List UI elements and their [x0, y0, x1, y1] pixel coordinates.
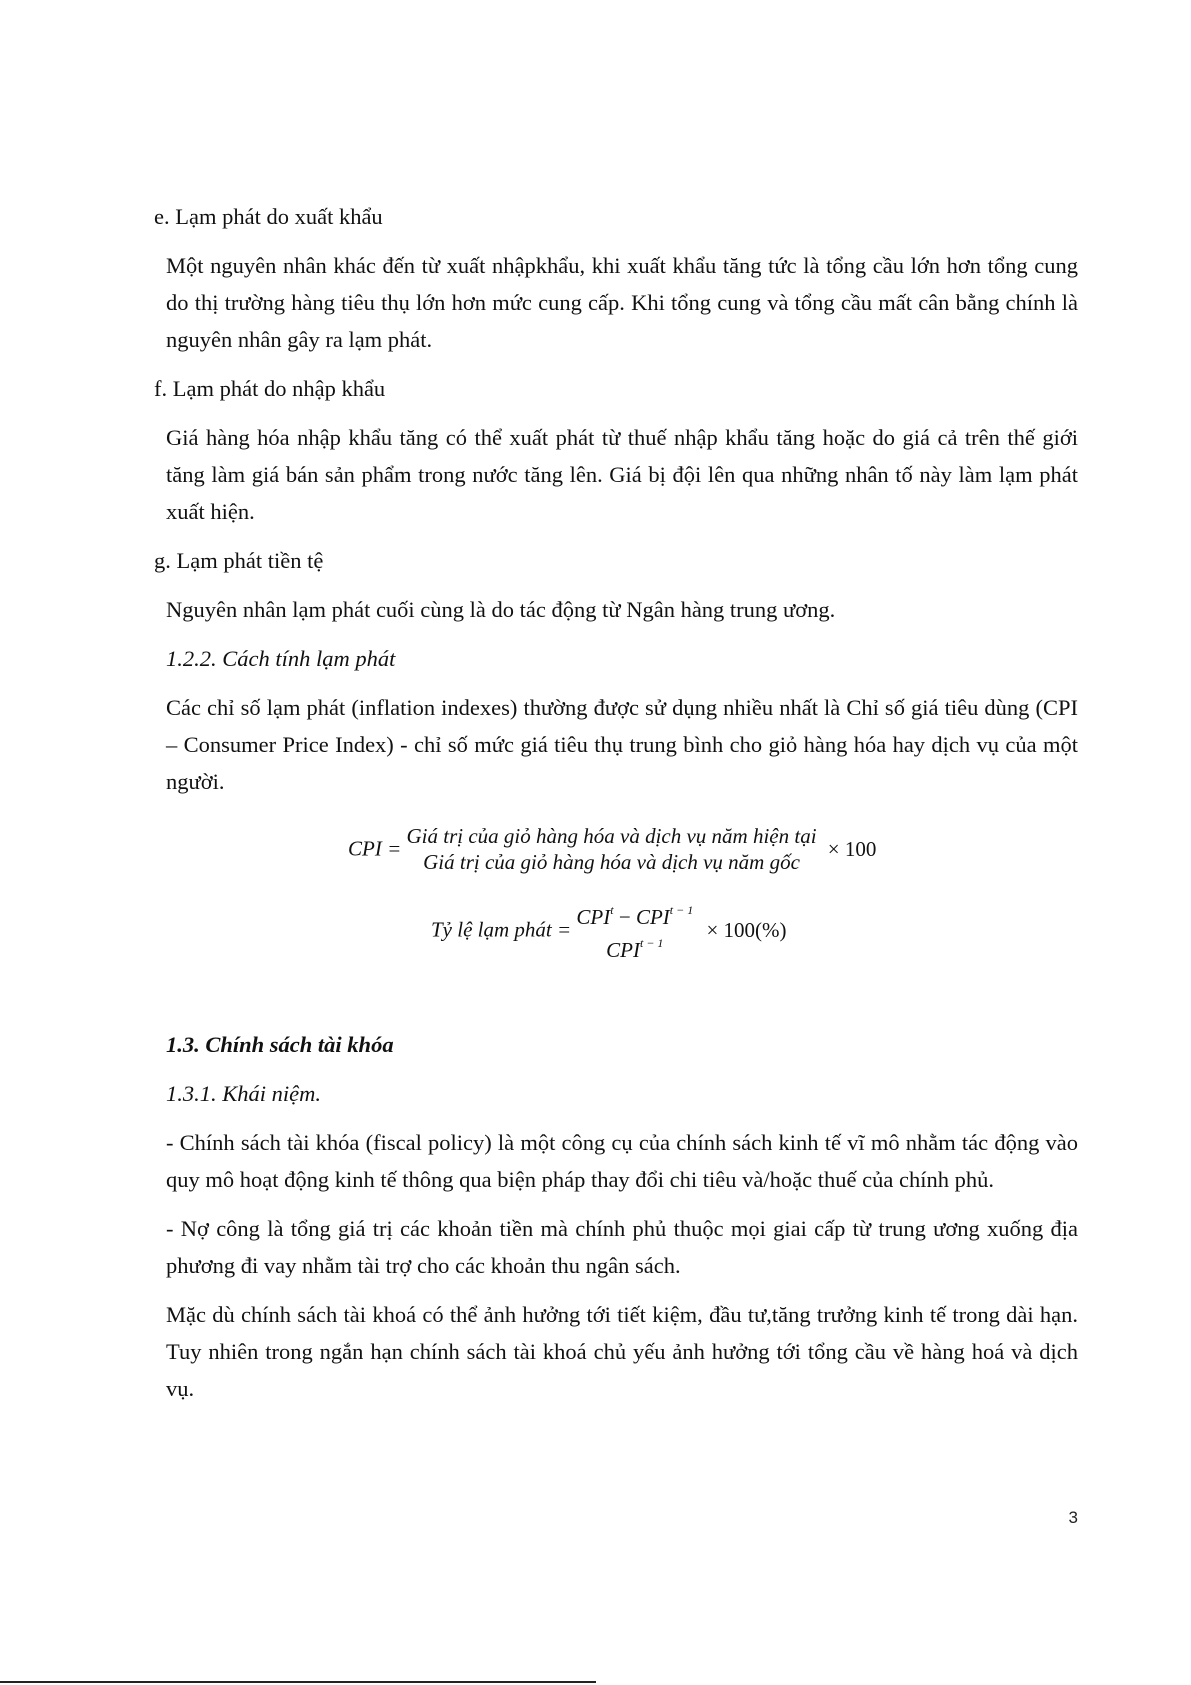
heading-section-1-3-1: 1.3.1. Khái niệm. — [166, 1081, 321, 1106]
heading-section-1-3: 1.3. Chính sách tài khóa — [166, 1032, 394, 1057]
heading-section-f: f. Lạm phát do nhập khẩu — [154, 376, 386, 401]
formula-cpi-denominator: Giá trị của giỏ hàng hóa và dịch vụ năm gốc — [423, 850, 800, 874]
paragraph-section-e: Một nguyên nhân khác đến từ xuất nhậpkhẩu, khi xuất khẩu tăng tức là tổng cầu lớn hơn tổng cung do thị trường hàng tiêu thụ lớn hơn mức cung cấp. Khi tổng cung và tổng cầu mất cân bằng chính là nguyên nhân gây ra lạm phát. — [166, 253, 1078, 352]
formula-rate-den-sup: t − 1 — [640, 936, 664, 950]
formula-rate-den-cpi: CPI — [606, 938, 640, 962]
formula-inflation-rate — [431, 897, 787, 963]
paragraph-section-f: Giá hàng hóa nhập khẩu tăng có thể xuất phát từ thuế nhập khẩu tăng hoặc do giá cả trên thế giới tăng làm giá bán sản phẩm trong nước tăng lên. Giá bị đội lên qua những nhân tố này làm lạm phát xuất hiện. — [166, 425, 1078, 524]
formula-rate-numerator — [576, 897, 693, 930]
formula-rate-multiplier: × 100(%) — [706, 917, 787, 942]
formula-rate-cpi-t: CPI — [576, 905, 611, 929]
document-body-lower — [166, 1026, 1078, 1419]
paragraph-section-1-2-2: Các chỉ số lạm phát (inflation indexes) thường được sử dụng nhiều nhất là Chỉ số giá tiêu dùng (CPI – Consumer Price Index) - chỉ số mức giá tiêu thụ trung bình cho giỏ hàng hóa hay dịch vụ của một người. — [166, 695, 1078, 794]
paragraph-section-g: Nguyên nhân lạm phát cuối cùng là do tác động từ Ngân hàng trung ương. — [166, 597, 836, 622]
footer-rule — [0, 1681, 596, 1683]
formula-rate-denominator — [576, 930, 693, 963]
heading-section-1-2-2: 1.2.2. Cách tính lạm phát — [166, 646, 396, 671]
paragraph-public-debt: - Nợ công là tổng giá trị các khoản tiền mà chính phủ thuộc mọi giai cấp từ trung ương xuống địa phương đi vay nhằm tài trợ cho các khoản thu ngân sách. — [166, 1216, 1078, 1278]
formula-cpi — [348, 823, 876, 875]
paragraph-fiscal-policy: - Chính sách tài khóa (fiscal policy) là một công cụ của chính sách kinh tế vĩ mô nhằm tác động vào quy mô hoạt động kinh tế thông qua biện pháp thay đổi chi tiêu và/hoặc thuế của chính phủ. — [166, 1130, 1078, 1192]
formula-rate-fraction — [576, 897, 693, 963]
formula-rate-sup-t-1: t − 1 — [669, 903, 694, 917]
formula-rate-cpi-t-1: CPI — [635, 905, 670, 929]
formula-cpi-fraction — [407, 823, 817, 875]
heading-section-e: e. Lạm phát do xuất khẩu — [154, 204, 383, 229]
formula-cpi-multiplier: × 100 — [827, 836, 877, 861]
paragraph-short-run-effect: Mặc dù chính sách tài khoá có thể ảnh hưởng tới tiết kiệm, đầu tư,tăng trưởng kinh tế trong dài hạn. Tuy nhiên trong ngắn hạn chính sách tài khoá chủ yếu ảnh hưởng tới tổng cầu về hàng hoá và dịch vụ. — [166, 1302, 1078, 1401]
page-number: 3 — [1068, 1508, 1078, 1527]
heading-section-g: g. Lạm phát tiền tệ — [154, 548, 324, 573]
formula-rate-minus: − — [613, 905, 636, 929]
formula-cpi-lhs: CPI = — [348, 836, 402, 861]
formula-rate-lhs: Tỷ lệ lạm phát = — [431, 917, 572, 942]
formula-cpi-numerator: Giá trị của giỏ hàng hóa và dịch vụ năm hiện tại — [406, 824, 817, 848]
document-body-upper — [154, 198, 1078, 812]
formula-rate-sup-t: t — [610, 903, 614, 917]
